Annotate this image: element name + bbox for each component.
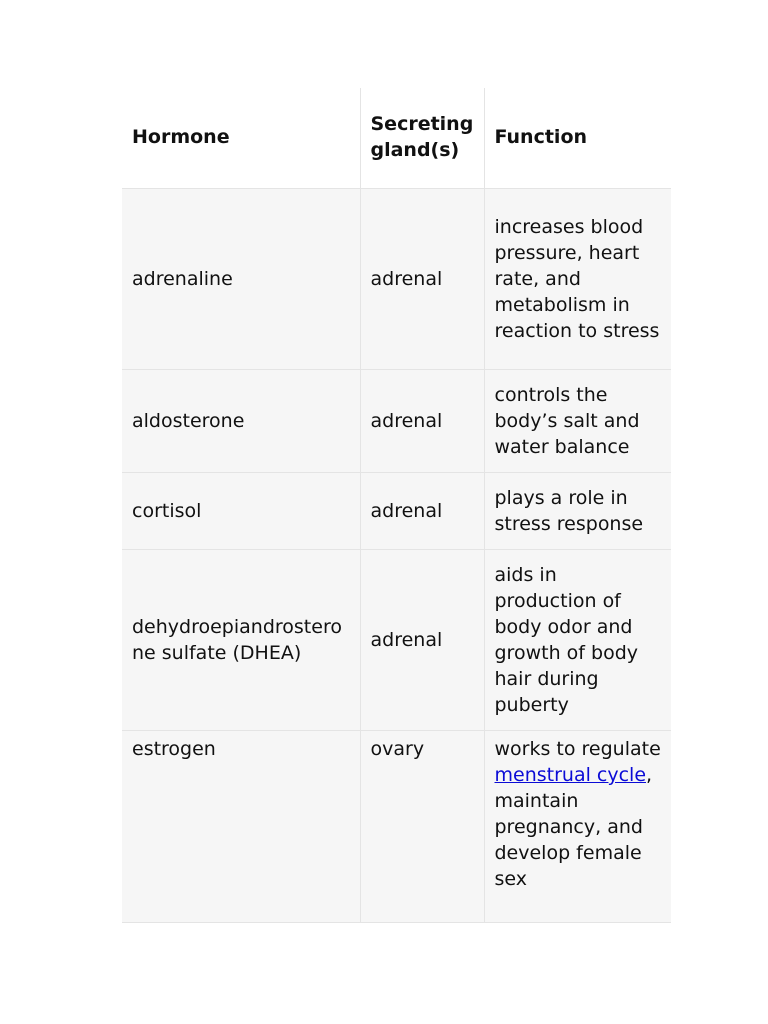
hormone-table — [122, 88, 671, 923]
cell-gland: adrenal — [360, 473, 484, 550]
header-function: Function — [484, 88, 671, 189]
header-secreting-gland: Secreting gland(s) — [360, 88, 484, 189]
function-text-before: works to regulate — [494, 738, 661, 760]
table-row — [122, 370, 671, 473]
cell-function: controls the body’s salt and water balance — [484, 370, 671, 473]
hormone-table-container — [122, 88, 671, 923]
table-row — [122, 731, 671, 923]
cell-gland: ovary — [360, 731, 484, 923]
cell-function — [484, 731, 671, 923]
cell-gland: adrenal — [360, 370, 484, 473]
cell-gland: adrenal — [360, 550, 484, 731]
cell-function: plays a role in stress response — [484, 473, 671, 550]
cell-hormone: estrogen — [122, 731, 360, 923]
table-row — [122, 473, 671, 550]
header-hormone: Hormone — [122, 88, 360, 189]
cell-hormone: cortisol — [122, 473, 360, 550]
cell-function: increases blood pressure, heart rate, and metabolism in reaction to stress — [484, 189, 671, 370]
cell-gland: adrenal — [360, 189, 484, 370]
table-header-row — [122, 88, 671, 189]
menstrual-cycle-link[interactable]: menstrual cycle — [494, 764, 647, 786]
cell-function: aids in production of body odor and growth of body hair during puberty — [484, 550, 671, 731]
cell-hormone: dehydroepiandrosterone sulfate (DHEA) — [122, 550, 360, 731]
table-row — [122, 189, 671, 370]
function-text-after: , maintain pregnancy, and develop female sex — [494, 764, 653, 890]
table-row — [122, 550, 671, 731]
cell-hormone: aldosterone — [122, 370, 360, 473]
cell-hormone: adrenaline — [122, 189, 360, 370]
